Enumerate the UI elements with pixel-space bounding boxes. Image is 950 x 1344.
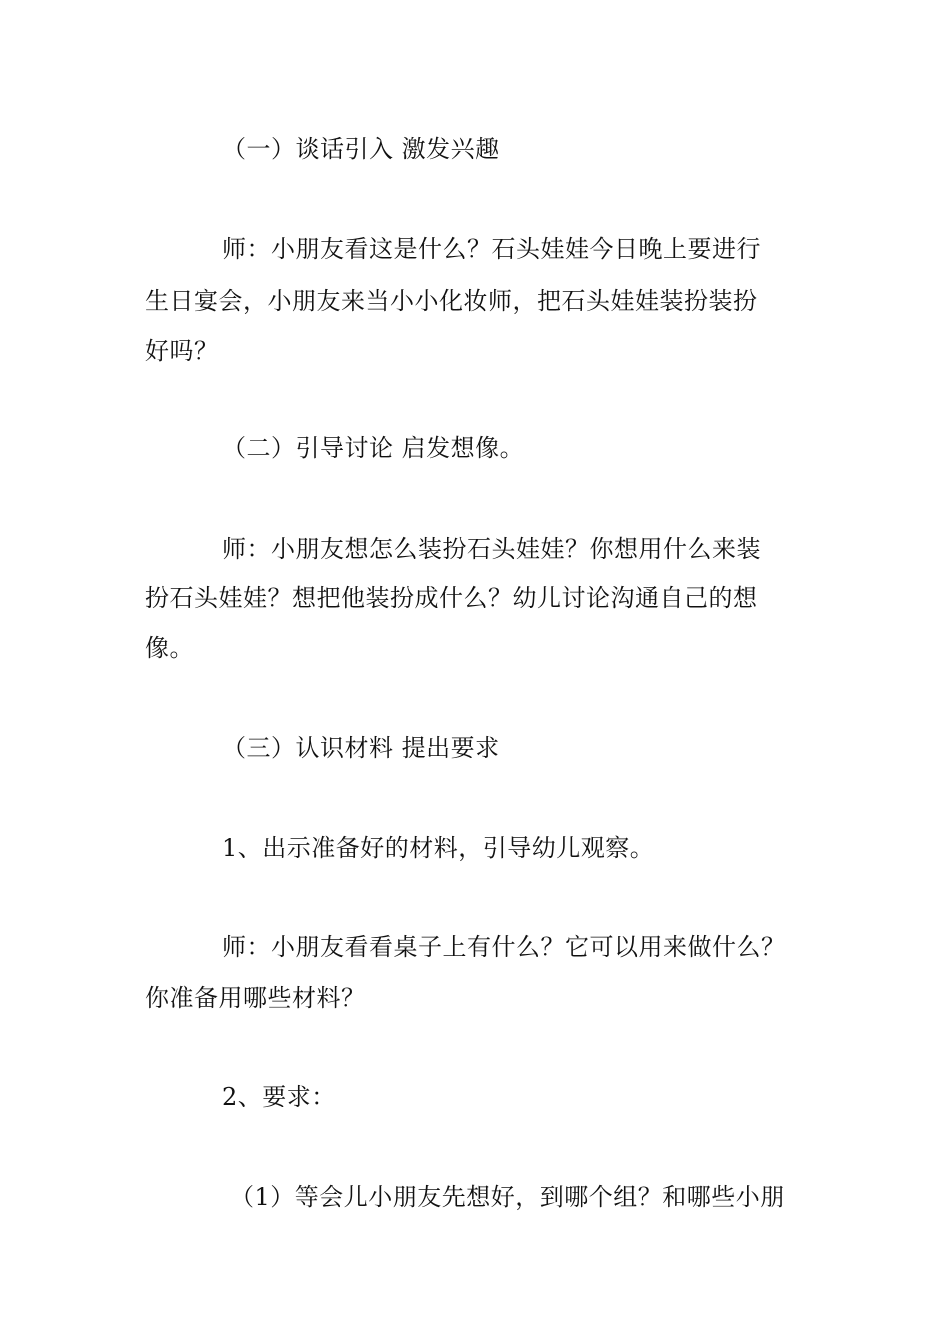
section-heading-2: （二）引导讨论 启发想像。: [222, 434, 525, 462]
paragraph-2-line-2: 扮石头娃娃？想把他装扮成什么？幼儿讨论沟通自己的想: [145, 584, 758, 612]
paragraph-2-line-3: 像。: [145, 634, 194, 662]
list-subitem-2-1: （1）等会儿小朋友先想好，到哪个组？和哪些小朋: [230, 1183, 785, 1211]
paragraph-1-line-2: 生日宴会，小朋友来当小小化妆师，把石头娃娃装扮装扮: [145, 287, 758, 315]
paragraph-2-line-1: 师：小朋友想怎么装扮石头娃娃？你想用什么来装: [222, 535, 761, 563]
paragraph-3-line-1: 师：小朋友看看桌子上有什么？它可以用来做什么？: [222, 933, 786, 961]
section-heading-3: （三）认识材料 提出要求: [222, 734, 500, 762]
paragraph-1-line-3: 好吗？: [145, 337, 219, 365]
section-heading-1: （一）谈话引入 激发兴趣: [222, 135, 500, 163]
paragraph-1-line-1: 师：小朋友看这是什么？石头娃娃今日晚上要进行: [222, 235, 761, 263]
paragraph-3-line-2: 你准备用哪些材料？: [145, 984, 366, 1012]
list-item-2: 2、要求：: [222, 1083, 336, 1111]
list-item-1: 1、出示准备好的材料，引导幼儿观察。: [222, 834, 655, 862]
